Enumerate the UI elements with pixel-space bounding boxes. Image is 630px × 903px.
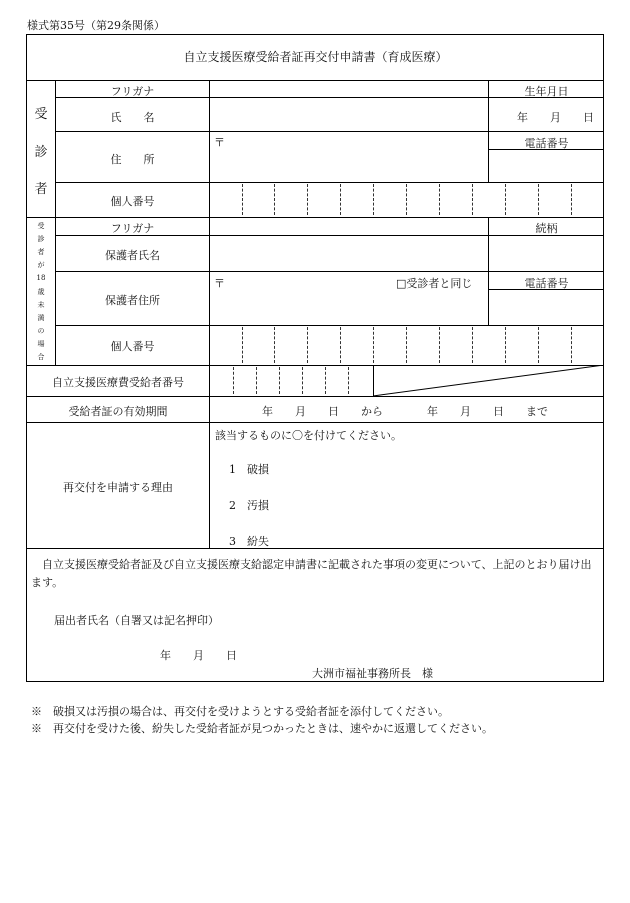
patient-phone-field[interactable] (489, 150, 604, 182)
reason-option-lost[interactable]: 3 紛失 (229, 535, 269, 548)
guardian-relation-field[interactable] (489, 236, 604, 271)
patient-address-label: 住 所 (110, 153, 155, 166)
patient-dob-label: 生年月日 (524, 85, 569, 98)
same-as-patient-checkbox[interactable]: □受診者と同じ (396, 277, 473, 290)
patient-phone-label: 電話番号 (524, 137, 569, 150)
reason-option-soiled[interactable]: 2 汚損 (229, 499, 269, 512)
validity-period[interactable]: 年 月 日 から 年 月 日 まで (262, 405, 548, 418)
patient-furigana-label: フリガナ (110, 85, 155, 98)
guardian-phone-label: 電話番号 (524, 277, 569, 290)
reason-label: 再交付を申請する理由 (63, 481, 173, 494)
form-number: 様式第35号（第29条関係） (27, 19, 165, 32)
guardian-furigana-label: フリガナ (110, 222, 155, 235)
guardian-furigana-field[interactable] (210, 218, 488, 235)
patient-furigana-field[interactable] (210, 81, 488, 97)
patient-postal-mark: 〒 (214, 136, 225, 149)
guardian-mynumber-field[interactable] (210, 326, 604, 365)
guardian-postal-mark: 〒 (214, 277, 225, 290)
guardian-address-field[interactable] (226, 289, 488, 325)
patient-address-field[interactable] (226, 132, 488, 182)
guardian-name-label: 保護者氏名 (105, 249, 160, 262)
reason-option-damaged[interactable]: 1 破損 (229, 463, 269, 476)
reason-instruction: 該当するものに〇を付けてください。 (215, 429, 402, 442)
guardian-relation-label: 続柄 (535, 222, 558, 235)
guardian-name-field[interactable] (210, 236, 488, 271)
diagonal-strike (373, 365, 604, 396)
submission-date[interactable]: 年 月 日 (160, 649, 237, 662)
patient-name-label: 氏 名 (110, 111, 155, 124)
validity-label: 受給者証の有効期間 (68, 405, 168, 418)
note-return-lost: ※ 再交付を受けた後、紛失した受給者証が見つかったときは、速やかに返還してください。 (31, 722, 493, 735)
patient-dob-format: 年 月 日 (517, 111, 594, 124)
form-title: 自立支援医療受給者証再交付申請書（育成医療） (183, 50, 448, 64)
recipient-number-label: 自立支援医療費受給者番号 (52, 376, 184, 389)
guardian-address-label: 保護者住所 (105, 294, 160, 307)
recipient-number-field[interactable] (210, 366, 373, 396)
patient-mynumber-label: 個人番号 (110, 195, 155, 208)
patient-name-field[interactable] (210, 98, 488, 131)
guardian-mynumber-label: 個人番号 (110, 340, 155, 353)
declaration-text: 自立支援医療受給者証及び自立支援医療支給認定申請書に記載された事項の変更について、上記のとおり届け出ます。 (31, 558, 592, 589)
guardian-phone-field[interactable] (489, 290, 604, 325)
patient-mynumber-field[interactable] (210, 183, 604, 217)
note-attach-certificate: ※ 破損又は汚損の場合は、再交付を受けようとする受給者証を添付してください。 (31, 705, 449, 718)
signer-label: 届出者氏名（自署又は記名押印） (54, 614, 219, 627)
addressee: 大洲市福祉事務所長 様 (312, 667, 433, 680)
